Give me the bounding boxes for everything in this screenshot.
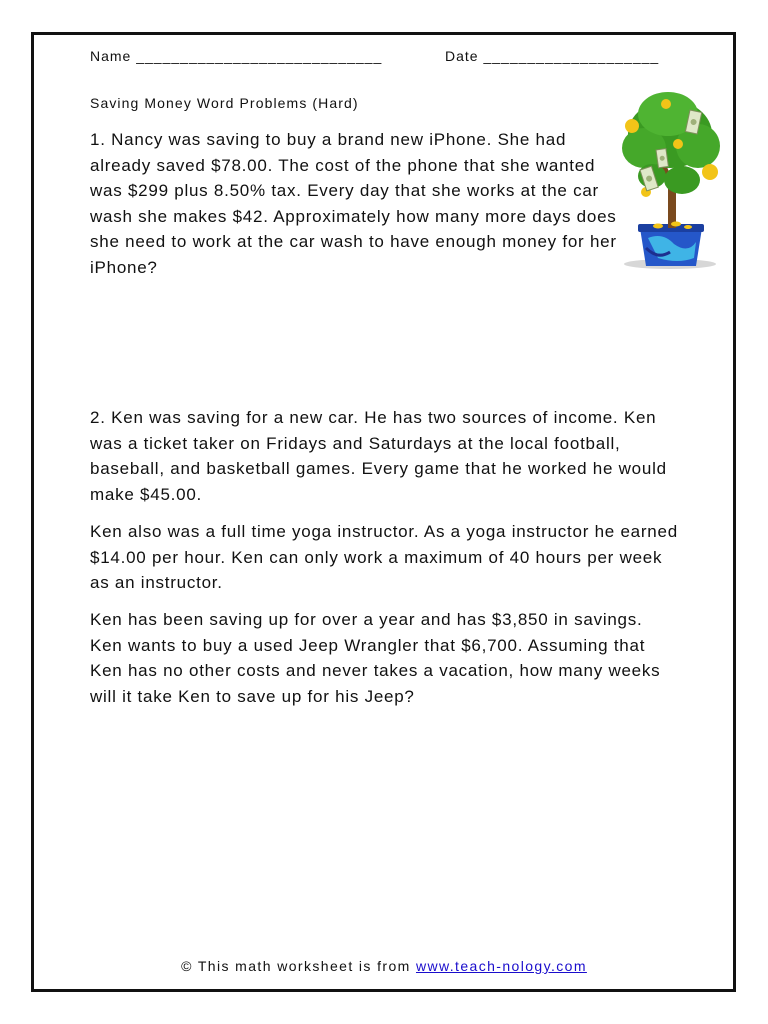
footer-copyright-text: © This math worksheet is from — [181, 958, 416, 974]
problem-2-yoga-text: Ken also was a full time yoga instructor. As a yoga instructor he earned $14.00 per hour. Ken can only work a maximum of 40 hours per week as an instructor. — [90, 522, 678, 592]
worksheet-title: Saving Money Word Problems (Hard) — [90, 95, 359, 111]
header-row — [90, 48, 690, 68]
money-tree-icon — [618, 88, 724, 274]
problem-2-question-text: Ken has been saving up for over a year and has $3,850 in savings. Ken wants to buy a used Jeep Wrangler that $6,700. Assuming that Ken has no other costs and never takes a vacation, how many weeks will it take Ken to save up for his Jeep? — [90, 610, 661, 706]
name-field[interactable]: Name ____________________________ — [90, 48, 383, 64]
date-field[interactable]: Date ____________________ — [445, 48, 660, 64]
problem-1-text: 1. Nancy was saving to buy a brand new iPhone. She had already saved $78.00. The cost of the phone that she wanted was $299 plus 8.50% tax. Every day that she works at the car wash she makes $42. Approximately how many more days does she need to work at the car wash to have enough money for her iPhone? — [90, 130, 617, 277]
footer — [0, 958, 768, 974]
problem-2-intro-text: 2. Ken was saving for a new car. He has two sources of income. Ken was a ticket taker on Fridays and Saturdays at the local football, baseball, and basketball games. Every game that he worked he would make $45.00. — [90, 408, 667, 504]
footer-link[interactable]: www.teach-nology.com — [415, 958, 587, 974]
